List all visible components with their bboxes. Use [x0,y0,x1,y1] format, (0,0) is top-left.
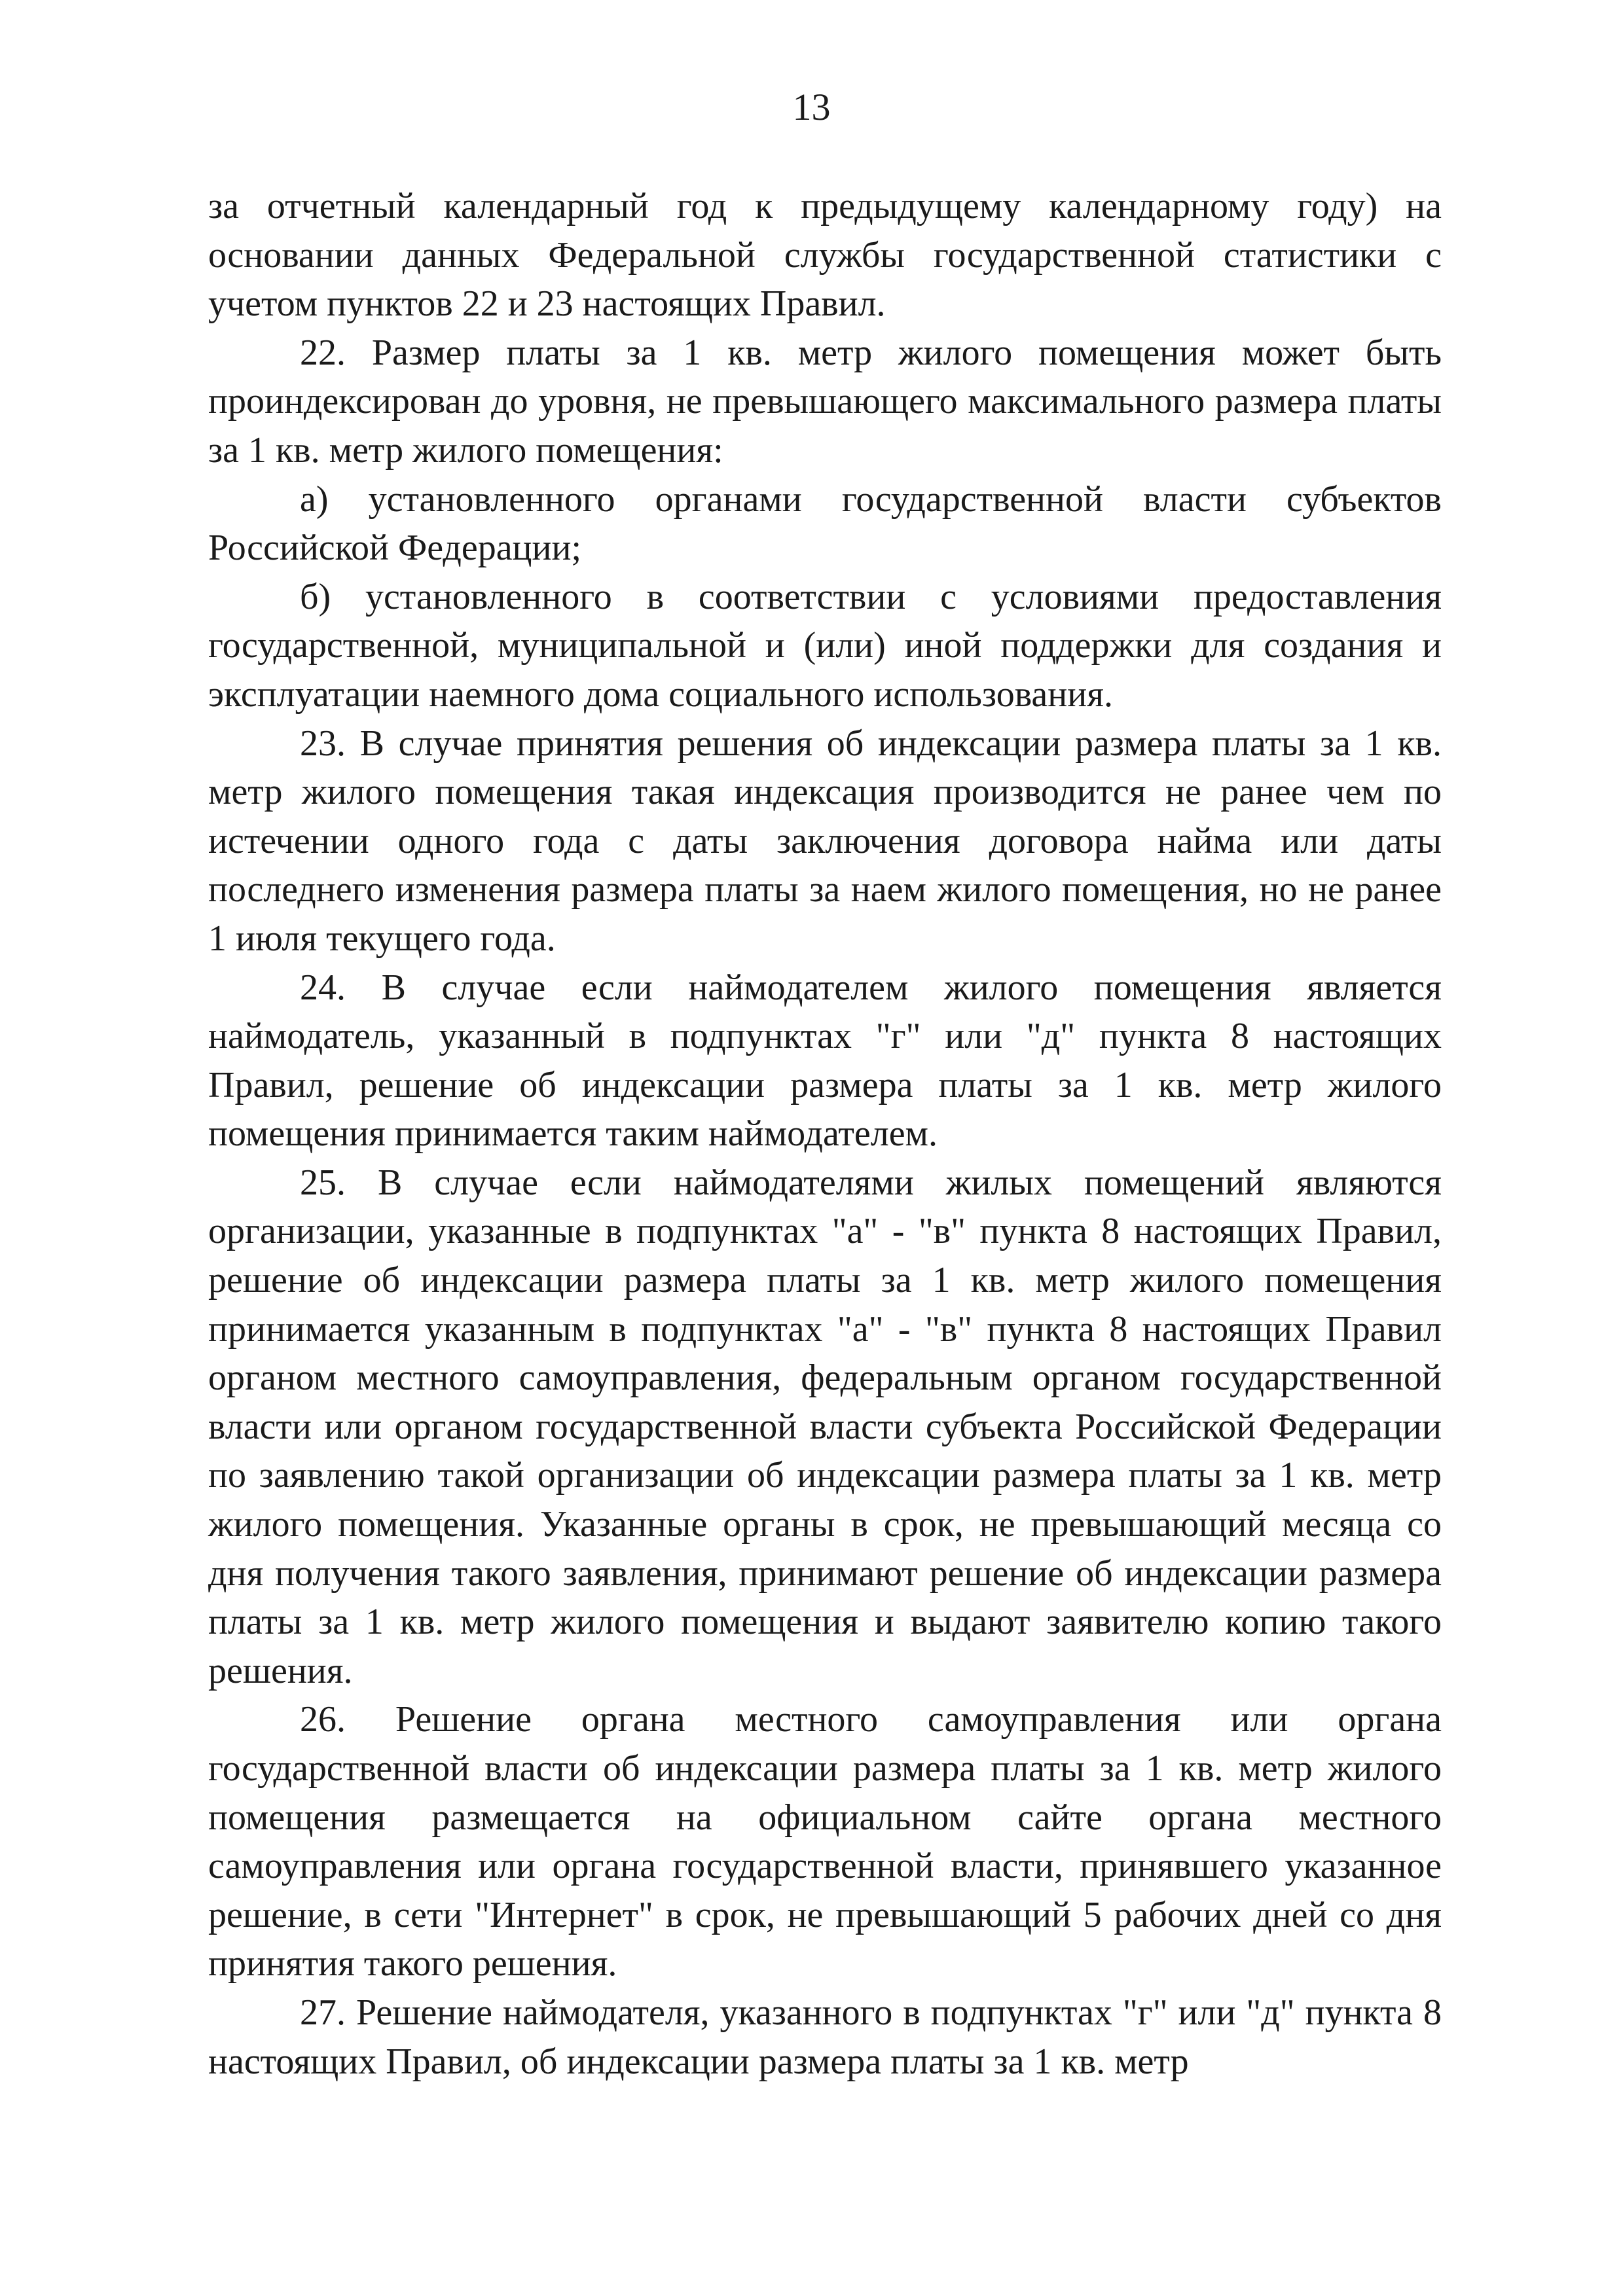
paragraph-22-a: а) установленного органами государственной власти субъектов Российской Федерации; [208,478,1442,569]
paragraph-26: 26. Решение органа местного самоуправления или органа государственной власти об индексации размера платы за 1 кв. метр жилого помещения размещается на официальном сайте органа местного самоуправления или органа государственной власти, принявшего указанное решение, в сети "Интернет" в срок, не превышающий 5 рабочих дней со дня принятия такого решения. [208,1699,1442,1984]
paragraph-continuation: за отчетный календарный год к предыдущему календарному году) на основании данных Федеральной службы государственной статистики с учетом пунктов 22 и 23 настоящих Правил. [208,186,1442,325]
paragraph-27: 27. Решение наймодателя, указанного в подпунктах "г" или "д" пункта 8 настоящих Правил, об индексации размера платы за 1 кв. метр [208,1992,1442,2082]
paragraph-23: 23. В случае принятия решения об индексации размера платы за 1 кв. метр жилого помещения такая индексация производится не ранее чем по истечении одного года с даты заключения договора найма или даты последнего изменения размера платы за наем жилого помещения, но не ранее 1 июля текущего года. [208,723,1442,959]
paragraph-24: 24. В случае если наймодателем жилого помещения является наймодатель, указанный в подпунктах "г" или "д" пункта 8 настоящих Правил, решение об индексации размера платы за 1 кв. метр жилого помещения принимается таким наймодателем. [208,967,1442,1155]
paragraph-25: 25. В случае если наймодателями жилых помещений являются организации, указанные в подпунктах "а" - "в" пункта 8 настоящих Правил, решение об индексации размера платы за 1 кв. метр жилого помещения принимается указанным в подпунктах "а" - "в" пункта 8 настоящих Правил органом местного самоуправления, федеральным органом государственной власти или органом государственной власти субъекта Российской Федерации по заявлению такой организации об индексации размера платы за 1 кв. метр жилого помещения. Указанные органы в срок, не превышающий месяца со дня получения такого заявления, принимают решение об индексации размера платы за 1 кв. метр жилого помещения и выдают заявителю копию такого решения. [208,1162,1442,1691]
paragraph-22-b: б) установленного в соответствии с условиями предоставления государственной, муниципальной и (или) иной поддержки для создания и эксплуатации наемного дома социального использования. [208,576,1442,715]
paragraph-22: 22. Размер платы за 1 кв. метр жилого помещения может быть проиндексирован до уровня, не превышающего максимального размера платы за 1 кв. метр жилого помещения: [208,332,1442,471]
page-number: 13 [792,86,831,128]
document-body [208,182,1442,2086]
